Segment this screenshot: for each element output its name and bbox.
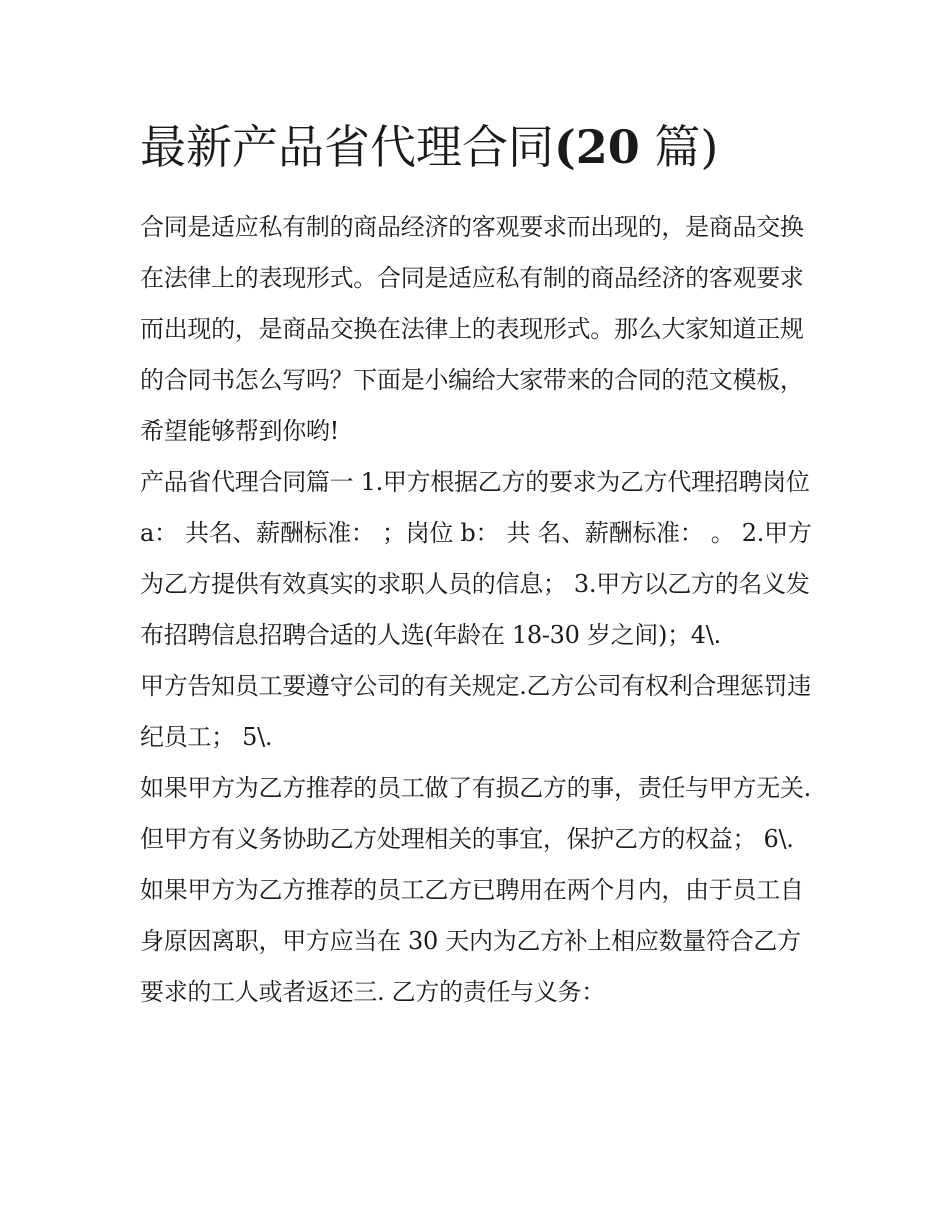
title-count-text: (20 bbox=[554, 120, 640, 174]
clause-paragraph-4: 如果甲方为乙方推荐的员工乙方已聘用在两个月内，由于员工自身原因离职，甲方应当在 30 天内为乙方补上相应数量符合乙方要求的工人或者返还三. 乙方的责任与义务： bbox=[140, 876, 804, 1006]
clause-paragraph-3: 如果甲方为乙方推荐的员工做了有损乙方的事，责任与甲方无关.但甲方有义务协助乙方处理相关的事宜，保护乙方的权益； 6\. bbox=[140, 774, 811, 853]
document-title bbox=[140, 112, 820, 182]
clause-paragraph-1: 产品省代理合同篇一 1.甲方根据乙方的要求为乙方代理招聘岗位 a： 共名、薪酬标准： ；岗位 b： 共 名、薪酬标准： 。 2.甲方为乙方提供有效真实的求职人员的信息； 3.甲方以乙方的名义发布招聘信息招聘合适的人选(年龄在 18-30 岁之间)；4\. bbox=[140, 468, 812, 649]
title-main-text: 最新产品省代理合同 bbox=[140, 120, 554, 174]
title-suffix-text: 篇) bbox=[639, 120, 719, 174]
intro-paragraph: 合同是适应私有制的商品经济的客观要求而出现的，是商品交换在法律上的表现形式。合同是适应私有制的商品经济的客观要求而出现的，是商品交换在法律上的表现形式。那么大家知道正规的合同书怎么写吗？下面是小编给大家带来的合同的范文模板，希望能够帮到你哟! bbox=[140, 213, 804, 445]
clause-paragraph-2: 甲方告知员工要遵守公司的有关规定.乙方公司有权利合理惩罚违纪员工； 5\. bbox=[140, 672, 811, 751]
document-page bbox=[140, 112, 820, 1018]
